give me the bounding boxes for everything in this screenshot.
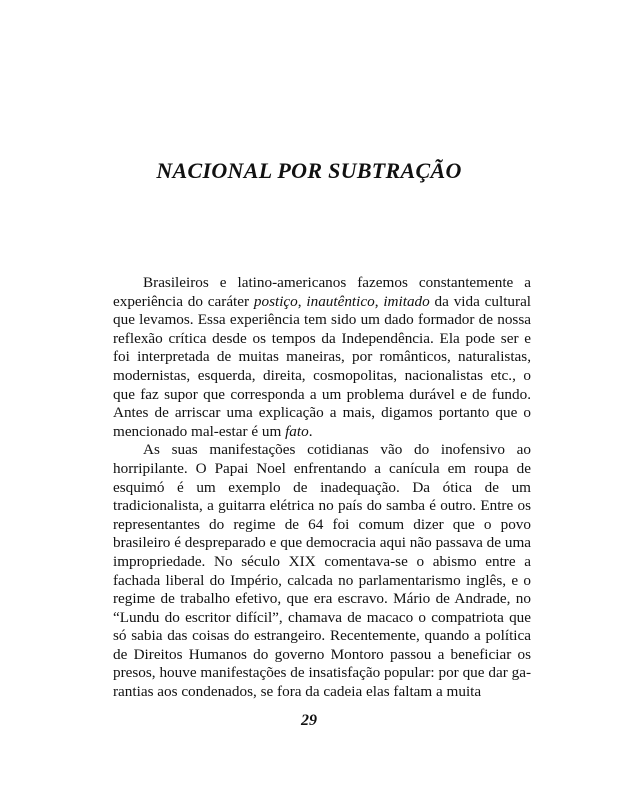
- paragraph-2: As suas manifestações cotidianas vão do inofensivo ao horripilante. O Papai Noel enfrentando a canícula em roupa de esquimó é um exemplo de inadequação. Da ótica de um tradicionalista, a guitarra elétrica no país do samba é outro. Entre os representantes do regime de 64 foi comum dizer que o povo brasileiro é despreparado e que democracia aqui não passava de uma impropriedade. No século XIX comentava-se o abismo entre a fachada liberal do Império, calcada no parlamentarismo inglês, e o regime de trabalho efetivo, que era escravo. Mário de Andrade, no “Lundu do escritor difícil”, chamava de macaco o compatriota que só sabia das coisas do estrangeiro. Recentemente, quando a política de Direitos Humanos do governo Montoro passou a beneficiar os presos, houve manifestações de insatisfação popular: por que dar garantias aos condenados, se fora da cadeia elas faltam a muita: [113, 441, 531, 701]
- italic-word-inautentico: inautêntico: [306, 292, 375, 310]
- chapter-title: NACIONAL POR SUBTRAÇÃO: [156, 158, 462, 183]
- paragraph-1-text-a: Brasileiros e latino-americanos fazemos constantemente a experiência do caráter: [113, 274, 531, 310]
- italic-word-postico: postiço: [253, 292, 298, 310]
- paragraph-1: [113, 274, 531, 441]
- page-number: 29: [301, 712, 317, 729]
- paragraph-1-text-c: .: [308, 422, 313, 440]
- separator: ,: [374, 292, 384, 310]
- italic-word-imitado: imitado: [383, 292, 430, 310]
- separator: ,: [297, 292, 307, 310]
- italic-word-fato: fato: [285, 422, 309, 440]
- paragraph-1-text-b: da vida cultural que levamos. Essa experiência tem sido um dado formador de nossa reflexão crítica desde os tempos da Independência. Ela pode ser e foi interpretada de muitas maneiras, por românticos, naturalistas, modernistas, esquerda, direita, cosmopolitas, nacionalistas etc., o que faz supor que corresponda a um problema durável e de fundo. Antes de arriscar uma explicação a mais, digamos portanto que o mencionado mal-estar é um: [113, 292, 532, 440]
- body-text: [113, 274, 531, 702]
